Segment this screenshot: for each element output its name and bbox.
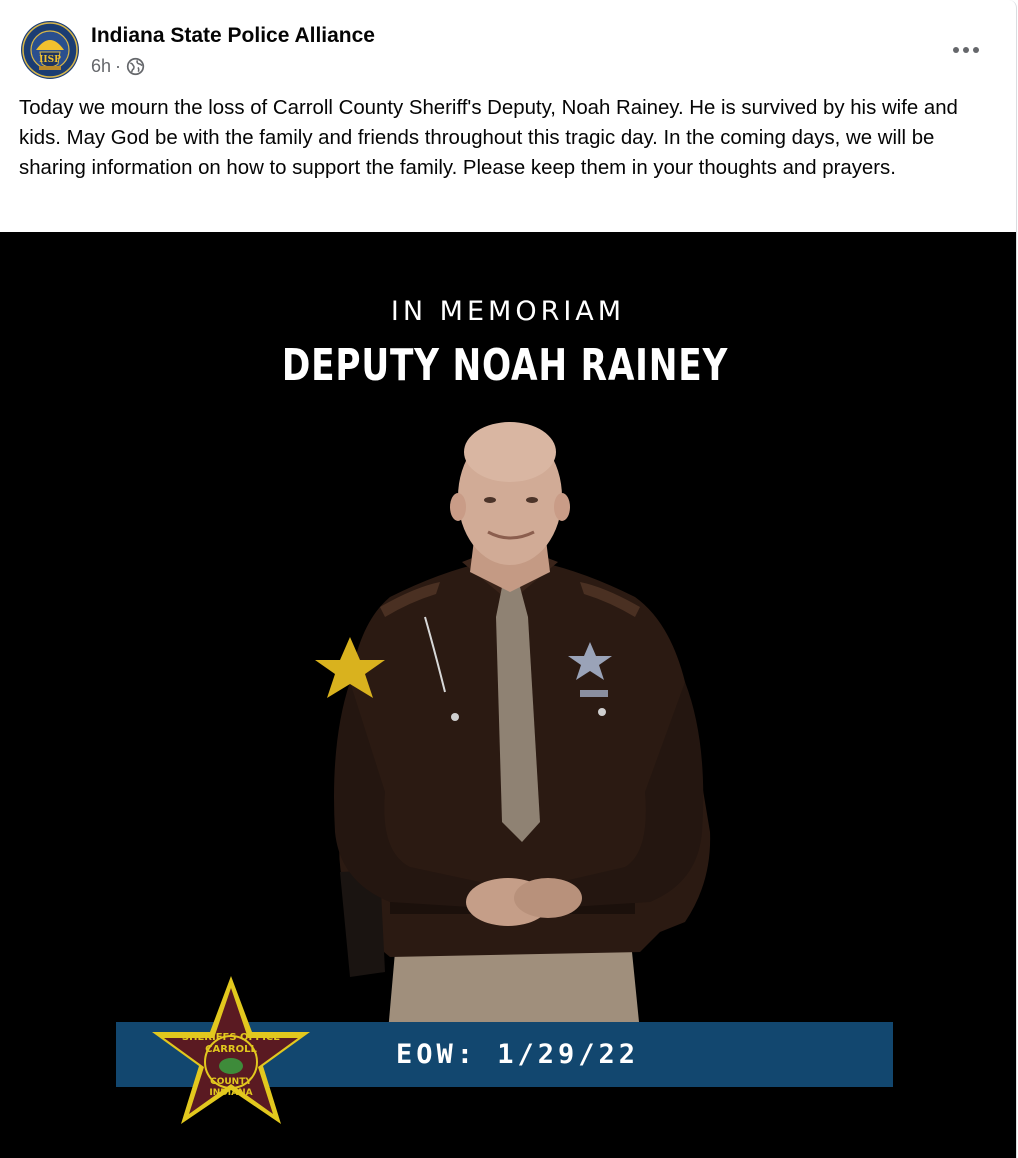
memoriam-heading: IN MEMORIAM: [390, 296, 626, 327]
badge-state-text: INDIANA: [209, 1088, 253, 1098]
page-avatar[interactable]: [20, 20, 80, 80]
svg-text:IISP: IISP: [39, 55, 61, 65]
post-header: [0, 0, 1016, 96]
alliance-logo: [20, 20, 80, 80]
post-photo[interactable]: [0, 232, 1016, 1158]
badge-bottom-text: COUNTY: [210, 1077, 252, 1087]
eow-date: EOW: 1/29/22: [396, 1039, 640, 1070]
deputy-portrait: [240, 412, 780, 1032]
author-name-link[interactable]: Indiana State Police Alliance: [91, 24, 375, 47]
badge-top-text: SHERIFFS OFFICE: [181, 1032, 281, 1043]
more-options-icon: [952, 46, 980, 54]
timestamp-link[interactable]: 6h: [91, 55, 112, 76]
meta-separator: ·: [115, 55, 122, 76]
logo-text: ISP: [43, 55, 61, 65]
post-message: Today we mourn the loss of Carroll County Sheriff's Deputy, Noah Rainey. He is survived by his wife and kids. May God be with the family and friends throughout this tragic day. In the coming days, we will be sharing information on how to support the family. Please keep them in your thoughts and prayers.: [19, 97, 958, 179]
badge-county-text: CARROLL: [205, 1044, 257, 1055]
globe-icon[interactable]: [126, 57, 145, 76]
sheriff-star-badge: [150, 974, 312, 1128]
more-options-button[interactable]: [948, 32, 984, 68]
memoriam-name: DEPUTY NOAH RAINEY: [281, 340, 729, 391]
post-meta: [91, 55, 145, 77]
